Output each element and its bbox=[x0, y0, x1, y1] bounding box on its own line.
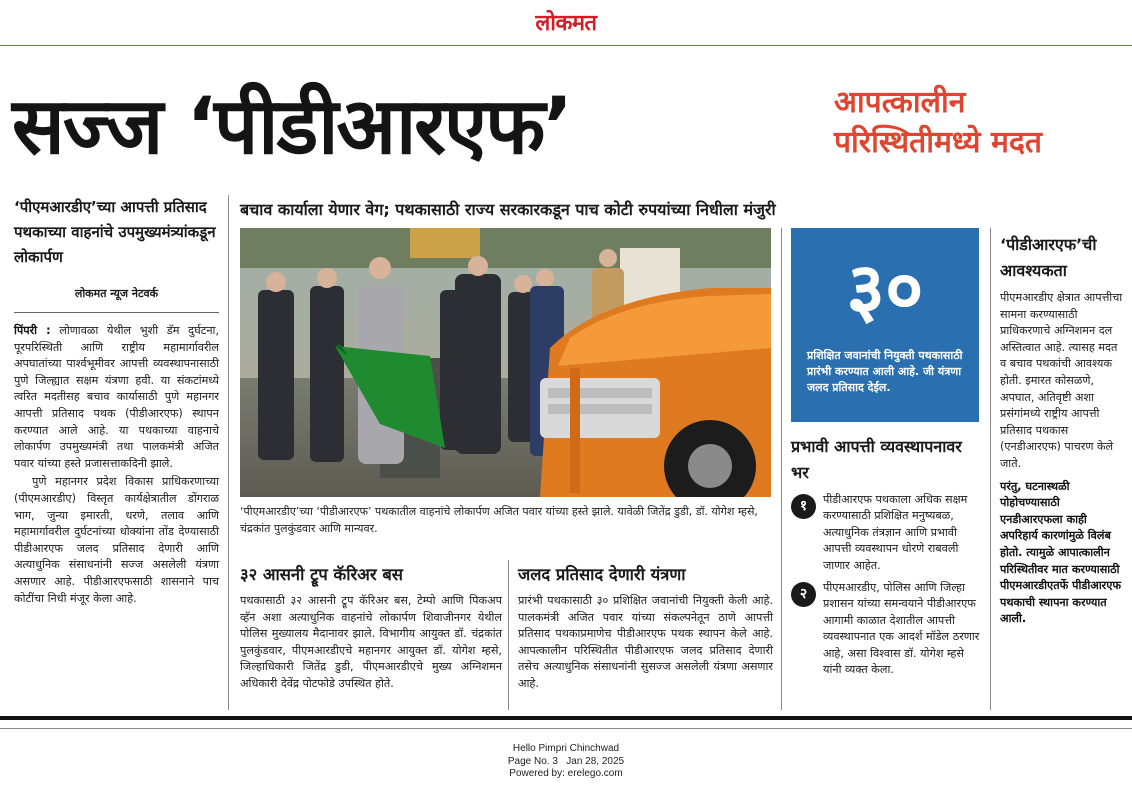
right-article-heading: ‘पीडीआरएफ’ची आवश्यकता bbox=[1000, 235, 1097, 280]
tagline-line-1: आपत्कालीन bbox=[834, 85, 966, 120]
list-item-text: पीएमआरडीए, पोलिस आणि जिल्हा प्रशासन यांच्या समन्वयाने पीडीआरएफ आगामी काळात देशातील आपत्ती व्यवस्थापनात एक आदर्श मॉडेल ठरणार आहे, असा विश्वास डॉ. योगेश म्हसे यांनी व्यक्त केला. bbox=[823, 581, 980, 677]
photo-illustration bbox=[240, 228, 771, 497]
column-divider-right bbox=[781, 228, 782, 710]
tagline-line-2: परिस्थितीमध्ये मदत bbox=[834, 125, 1042, 160]
section-rapid-response bbox=[518, 563, 773, 693]
list-item bbox=[791, 580, 981, 678]
column-divider-far-right bbox=[990, 228, 991, 710]
section-rapid-response-title: जलद प्रतिसाद देणारी यंत्रणा bbox=[518, 565, 686, 584]
bottom-rule bbox=[0, 716, 1132, 720]
left-article bbox=[14, 195, 219, 607]
byline-divider bbox=[14, 312, 219, 313]
left-article-body bbox=[14, 323, 219, 607]
subheadline: बचाव कार्याला येणार वेग; पथकासाठी राज्य सरकारकडून पाच कोटी रुपयांच्या निधीला मंजुरी bbox=[240, 200, 776, 219]
right-article-body: पीएमआरडीए क्षेत्रात आपत्तीचा सामना करण्यासाठी प्राधिकरणाचे अग्निशमन दल अस्तित्वात आहे. त्यासह मदत व बचाव पथकांची आवश्यक होती. इमारत कोसळणे, अपघात, अतिवृष्टी अशा प्रसंगांमध्ये राष्ट्रीय आपत्ती प्रतिसाद पथकास (एनडीआरएफ) पाचरण केले जाते. bbox=[1000, 291, 1123, 470]
number-badge: १ bbox=[791, 494, 816, 519]
section-troop-carrier bbox=[240, 563, 502, 693]
left-article-para1-text: लोणावळा येथील भुशी डॅम दुर्घटना, पूरपरिस्थिती आणि राष्ट्रीय महामार्गावरील अपघातांच्या पार्श्वभूमीवर आपत्ती व्यवस्थापनासाठी पुणे जिल्ह्यात सक्षम यंत्रणा हवी. या संकटांमध्ये त्वरित मदतीसह बचाव कार्यासाठी पुणे महानगर आपत्ती प्रतिसाद पथक (पीडीआरएफ) स्थापन करण्यात आले आहे. या पथकाच्या वाहनाचे लोकार्पण उपमुख्यमंत्री तथा पालकमंत्री अजित पवार यांच्या हस्ते प्रजासत्ताकदिनी झाले. bbox=[14, 324, 219, 470]
right-article bbox=[1000, 232, 1124, 628]
column-divider-mid bbox=[508, 560, 509, 710]
left-article-paragraph-1 bbox=[14, 323, 219, 472]
headline-tagline bbox=[834, 83, 1126, 163]
list-item-text: पीडीआरएफ पथकाला अधिक सक्षम करण्यासाठी प्रशिक्षित मनुष्यबळ, अत्याधुनिक तंत्रज्ञान आणि प्रभावी आपत्ती व्यवस्थापन धोरणे राबवली जाणार आहेत. bbox=[823, 493, 968, 572]
page-footer bbox=[0, 743, 1132, 781]
footer-page-date: Page No. 3 Jan 28, 2025 bbox=[507, 755, 625, 767]
left-article-paragraph-2: पुणे महानगर प्रदेश विकास प्राधिकरणाच्या (पीएमआरडीए) विस्तृत कार्यक्षेत्रातील डोंगराळ भाग, जुन्या इमारती, धरणे, तलाव आणि महामार्गावरील दुर्घटनांच्या धोक्यांना तोंड देण्यासाठी पीडीआरएफ जलद प्रतिसाद देणारी आणि अत्याधुनिक संसाधनांनी सज्ज असलेली यंत्रणा असणार आहे. पीडीआरएफसाठी शासनाने पाच कोटींचा निधी मंजूर केला आहे. bbox=[14, 475, 219, 605]
stat-box bbox=[791, 228, 979, 422]
bottom-rule-thin bbox=[0, 728, 1132, 729]
number-badge: २ bbox=[791, 582, 816, 607]
masthead bbox=[0, 0, 1132, 46]
article-byline: लोकमत न्यूज नेटवर्क bbox=[74, 287, 159, 300]
news-photo bbox=[240, 228, 771, 497]
dateline: पिंपरी : bbox=[14, 324, 51, 337]
column-divider-left bbox=[228, 195, 229, 710]
page-headline: सज्ज ‘पीडीआरएफ’ bbox=[12, 82, 571, 172]
stat-description: प्रशिक्षित जवानांची नियुक्ती पथकासाठी प्रारंभी करण्यात आली आहे. जी यंत्रणा जलद प्रतिसाद देईल. bbox=[807, 349, 963, 394]
section-disaster-management-title: प्रभावी आपत्ती व्यवस्थापनावर भर bbox=[791, 437, 962, 482]
section-troop-carrier-body: पथकासाठी ३२ आसनी ट्रूप कॅरिअर बस, टेम्पो आणि पिकअप व्हॅन अशा अत्याधुनिक वाहनांचे लोकार्पण शिवाजीनगर येथील पोलिस मुख्यालय मैदानावर झाले. विभागीय आयुक्त डॉ. चंद्रकांत पुलकुंडवार, पीएमआरडीएचे महानगर आयुक्त डॉ. योगेश म्हसे, जिल्हाधिकारी जितेंद्र डुडी, पीएमआरडीएचे मुख्य अग्निशमन अधिकारी देवेंद्र पोटफोडे उपस्थित होते. bbox=[240, 594, 502, 690]
section-disaster-management bbox=[791, 434, 981, 678]
photo-caption: ‘पीएमआरडीए’च्या ‘पीडीआरएफ’ पथकातील वाहनांचे लोकार्पण अजित पवार यांच्या हस्ते झाले. यावेळी जितेंद्र डुडी, डॉ. योगेश म्हसे, चंद्रकांत पुलकुंडवार आणि मान्यवर. bbox=[240, 505, 758, 535]
section-rapid-response-body: प्रारंभी पथकासाठी ३० प्रशिक्षित जवानांची नियुक्ती केली आहे. पालकमंत्री अजित पवार यांच्या संकल्पनेतून ठाणे आपत्ती प्रतिसाद पथकाप्रमाणेच पीडीआरएफ पथक स्थापन केले आहे. आपत्कालीन परिस्थितीत पीडीआरएफ जलद प्रतिसाद देणारी तसेच अत्याधुनिक संसाधनांनी सुसज्ज असलेली यंत्रणा असणार आहे. bbox=[518, 594, 773, 690]
list-item bbox=[791, 492, 981, 574]
right-article-bold-text: परंतु, घटनास्थळी पोहोचण्यासाठी एनडीआरएफला काही अपरिहार्य कारणांमुळे विलंब होतो. त्यामुळे आपात्कालीन परिस्थितीवर मात करण्यासाठी पीएमआरडीएतर्फे पीडीआरएफ पथकाची स्थापना करण्यात आली. bbox=[1000, 479, 1122, 626]
stat-number: ३० bbox=[846, 247, 924, 333]
left-article-heading: ‘पीएमआरडीए’च्या आपत्ती प्रतिसाद पथकाच्या वाहनांचे उपमुख्यमंत्र्यांकडून लोकार्पण bbox=[14, 198, 216, 266]
section-troop-carrier-title: ३२ आसनी ट्रूप कॅरिअर बस bbox=[240, 565, 403, 584]
footer-edition: Hello Pimpri Chinchwad bbox=[512, 743, 620, 754]
newspaper-logo: लोकमत bbox=[535, 10, 597, 36]
footer-powered-by[interactable]: Powered by: erelego.com bbox=[509, 768, 623, 779]
